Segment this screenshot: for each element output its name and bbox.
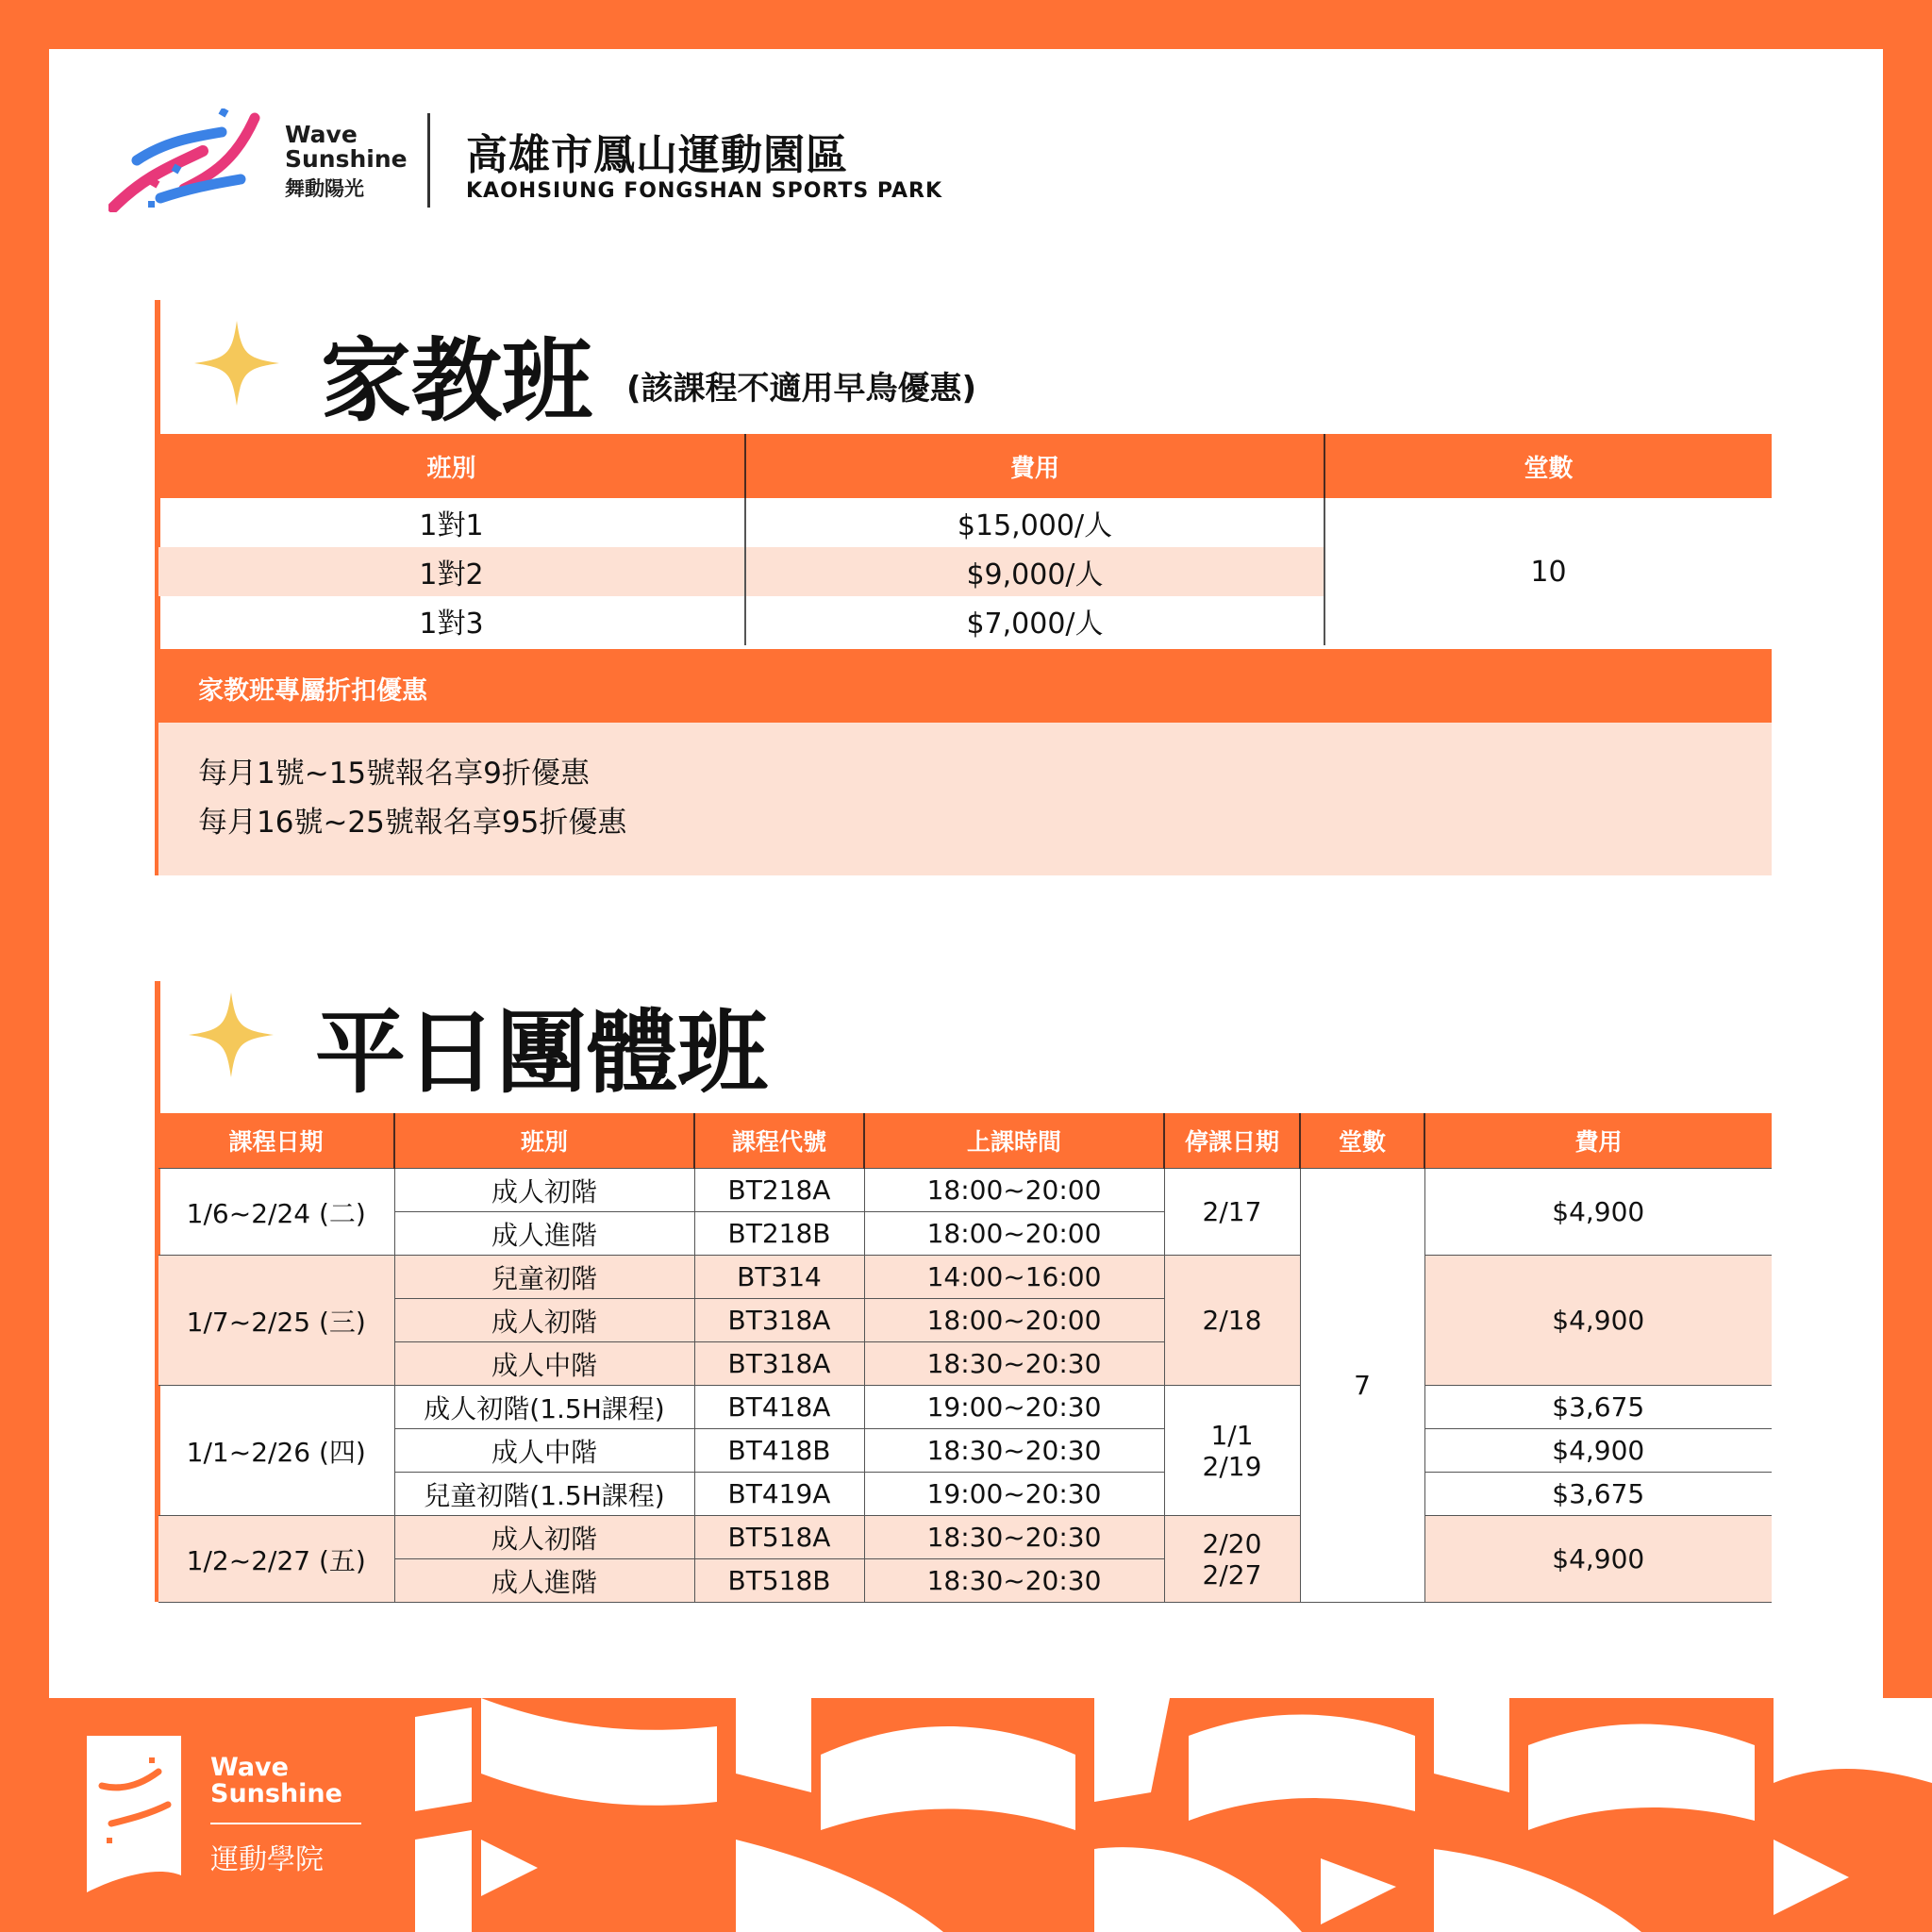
footer-logo-en-line1: Wave [210, 1753, 289, 1782]
code-cell: BT419A [694, 1473, 864, 1516]
tutor-class-cell: 1對2 [158, 547, 745, 596]
park-name-zh: 高雄市鳳山運動園區 [466, 131, 848, 179]
fee-cell: $4,900 [1424, 1256, 1772, 1386]
diamond-star-icon [189, 992, 274, 1077]
code-cell: BT418B [694, 1429, 864, 1473]
table-row [158, 1256, 1772, 1299]
col-sessions: 堂數 [1300, 1113, 1424, 1169]
col-code: 課程代號 [694, 1113, 864, 1169]
footer-logo-divider [210, 1823, 361, 1824]
fee-cell: $3,675 [1424, 1386, 1772, 1429]
logo-en-line1: Wave [285, 121, 358, 148]
wave-sunshine-logo-icon [108, 108, 264, 212]
fee-cell: $4,900 [1424, 1516, 1772, 1603]
code-cell: BT314 [694, 1256, 864, 1299]
tutor-fee-cell: $7,000/人 [745, 596, 1324, 645]
time-cell: 18:30~20:30 [864, 1516, 1164, 1559]
discount-header [158, 649, 1772, 723]
code-cell: BT318A [694, 1342, 864, 1386]
off-date-cell: 2/18 [1164, 1256, 1300, 1386]
academy-shield-logo-icon [83, 1734, 185, 1894]
time-cell: 18:30~20:30 [864, 1342, 1164, 1386]
code-cell: BT218B [694, 1212, 864, 1256]
time-cell: 18:00~20:00 [864, 1212, 1164, 1256]
table-row [158, 1169, 1772, 1212]
diamond-star-icon [194, 321, 279, 406]
class-cell: 成人初階 [394, 1516, 694, 1559]
off-date-cell [1164, 1386, 1300, 1516]
time-cell: 18:00~20:00 [864, 1299, 1164, 1342]
time-cell: 19:00~20:30 [864, 1473, 1164, 1516]
off-date-line-1: 1/1 [1210, 1419, 1254, 1451]
time-cell: 18:00~20:00 [864, 1169, 1164, 1212]
code-cell: BT318A [694, 1299, 864, 1342]
code-cell: BT518B [694, 1559, 864, 1603]
class-cell: 成人初階(1.5H課程) [394, 1386, 694, 1429]
class-cell: 成人中階 [394, 1429, 694, 1473]
col-class: 班別 [394, 1113, 694, 1169]
tutor-class-cell: 1對1 [158, 498, 745, 547]
park-name-en: KAOHSIUNG FONGSHAN SPORTS PARK [466, 179, 943, 203]
col-off-date: 停課日期 [1164, 1113, 1300, 1169]
fee-cell: $4,900 [1424, 1429, 1772, 1473]
tutor-title: 家教班 [321, 328, 592, 434]
class-cell: 成人初階 [394, 1169, 694, 1212]
fee-cell: $4,900 [1424, 1169, 1772, 1256]
course-date-cell: 1/2~2/27 (五) [158, 1516, 394, 1603]
code-cell: BT218A [694, 1169, 864, 1212]
tutor-note: (該課程不適用早鳥優惠) [626, 370, 977, 408]
class-cell: 成人初階 [394, 1299, 694, 1342]
footer-logo-en-line2: Sunshine [210, 1779, 342, 1809]
time-cell: 18:30~20:30 [864, 1559, 1164, 1603]
course-date-cell: 1/6~2/24 (二) [158, 1169, 394, 1256]
tutor-col-fee: 費用 [745, 434, 1324, 498]
table-row [158, 1516, 1772, 1559]
course-date-cell: 1/1~2/26 (四) [158, 1386, 394, 1516]
footer-logo-en [210, 1755, 342, 1808]
weekday-title: 平日團體班 [315, 1000, 768, 1106]
logo-en-line2: Sunshine [285, 145, 408, 174]
off-date-line-2: 2/19 [1202, 1450, 1262, 1482]
tutor-col-class: 班別 [158, 434, 745, 498]
discount-body [158, 723, 1772, 875]
time-cell: 18:30~20:30 [864, 1429, 1164, 1473]
tutor-class-cell: 1對3 [158, 596, 745, 645]
logo-zh: 舞動陽光 [285, 176, 364, 200]
header-divider [427, 113, 430, 208]
class-cell: 成人中階 [394, 1342, 694, 1386]
class-cell: 兒童初階 [394, 1256, 694, 1299]
col-course-date: 課程日期 [158, 1113, 394, 1169]
time-cell: 14:00~16:00 [864, 1256, 1164, 1299]
discount-line-1: 每月1號~15號報名享9折優惠 [198, 757, 590, 791]
class-cell: 兒童初階(1.5H課程) [394, 1473, 694, 1516]
table-row [158, 498, 1772, 547]
footer-logo-zh: 運動學院 [210, 1843, 324, 1876]
table-row [158, 1386, 1772, 1429]
discount-line-2: 每月16號~25號報名享95折優惠 [198, 806, 627, 840]
table-row [158, 1473, 1772, 1516]
fee-cell: $3,675 [1424, 1473, 1772, 1516]
off-date-line-2: 2/27 [1202, 1558, 1262, 1591]
code-cell: BT518A [694, 1516, 864, 1559]
sessions-cell: 7 [1300, 1169, 1424, 1603]
col-time: 上課時間 [864, 1113, 1164, 1169]
header-logo-text [285, 123, 408, 199]
off-date-cell: 2/17 [1164, 1169, 1300, 1256]
class-cell: 成人進階 [394, 1559, 694, 1603]
off-date-cell [1164, 1516, 1300, 1603]
tutor-fee-cell: $9,000/人 [745, 547, 1324, 596]
table-row [158, 1429, 1772, 1473]
col-fee: 費用 [1424, 1113, 1772, 1169]
class-cell: 成人進階 [394, 1212, 694, 1256]
tutor-table [158, 434, 1772, 645]
wave-pattern-decoration [415, 1698, 1932, 1932]
time-cell: 19:00~20:30 [864, 1386, 1164, 1429]
tutor-col-sessions: 堂數 [1324, 434, 1772, 498]
weekday-table [158, 1113, 1772, 1603]
off-date-line-1: 2/20 [1202, 1527, 1262, 1559]
code-cell: BT418A [694, 1386, 864, 1429]
discount-title: 家教班專屬折扣優惠 [198, 676, 427, 706]
tutor-sessions-cell: 10 [1530, 555, 1567, 589]
tutor-fee-cell: $15,000/人 [745, 498, 1324, 547]
course-date-cell: 1/7~2/25 (三) [158, 1256, 394, 1386]
